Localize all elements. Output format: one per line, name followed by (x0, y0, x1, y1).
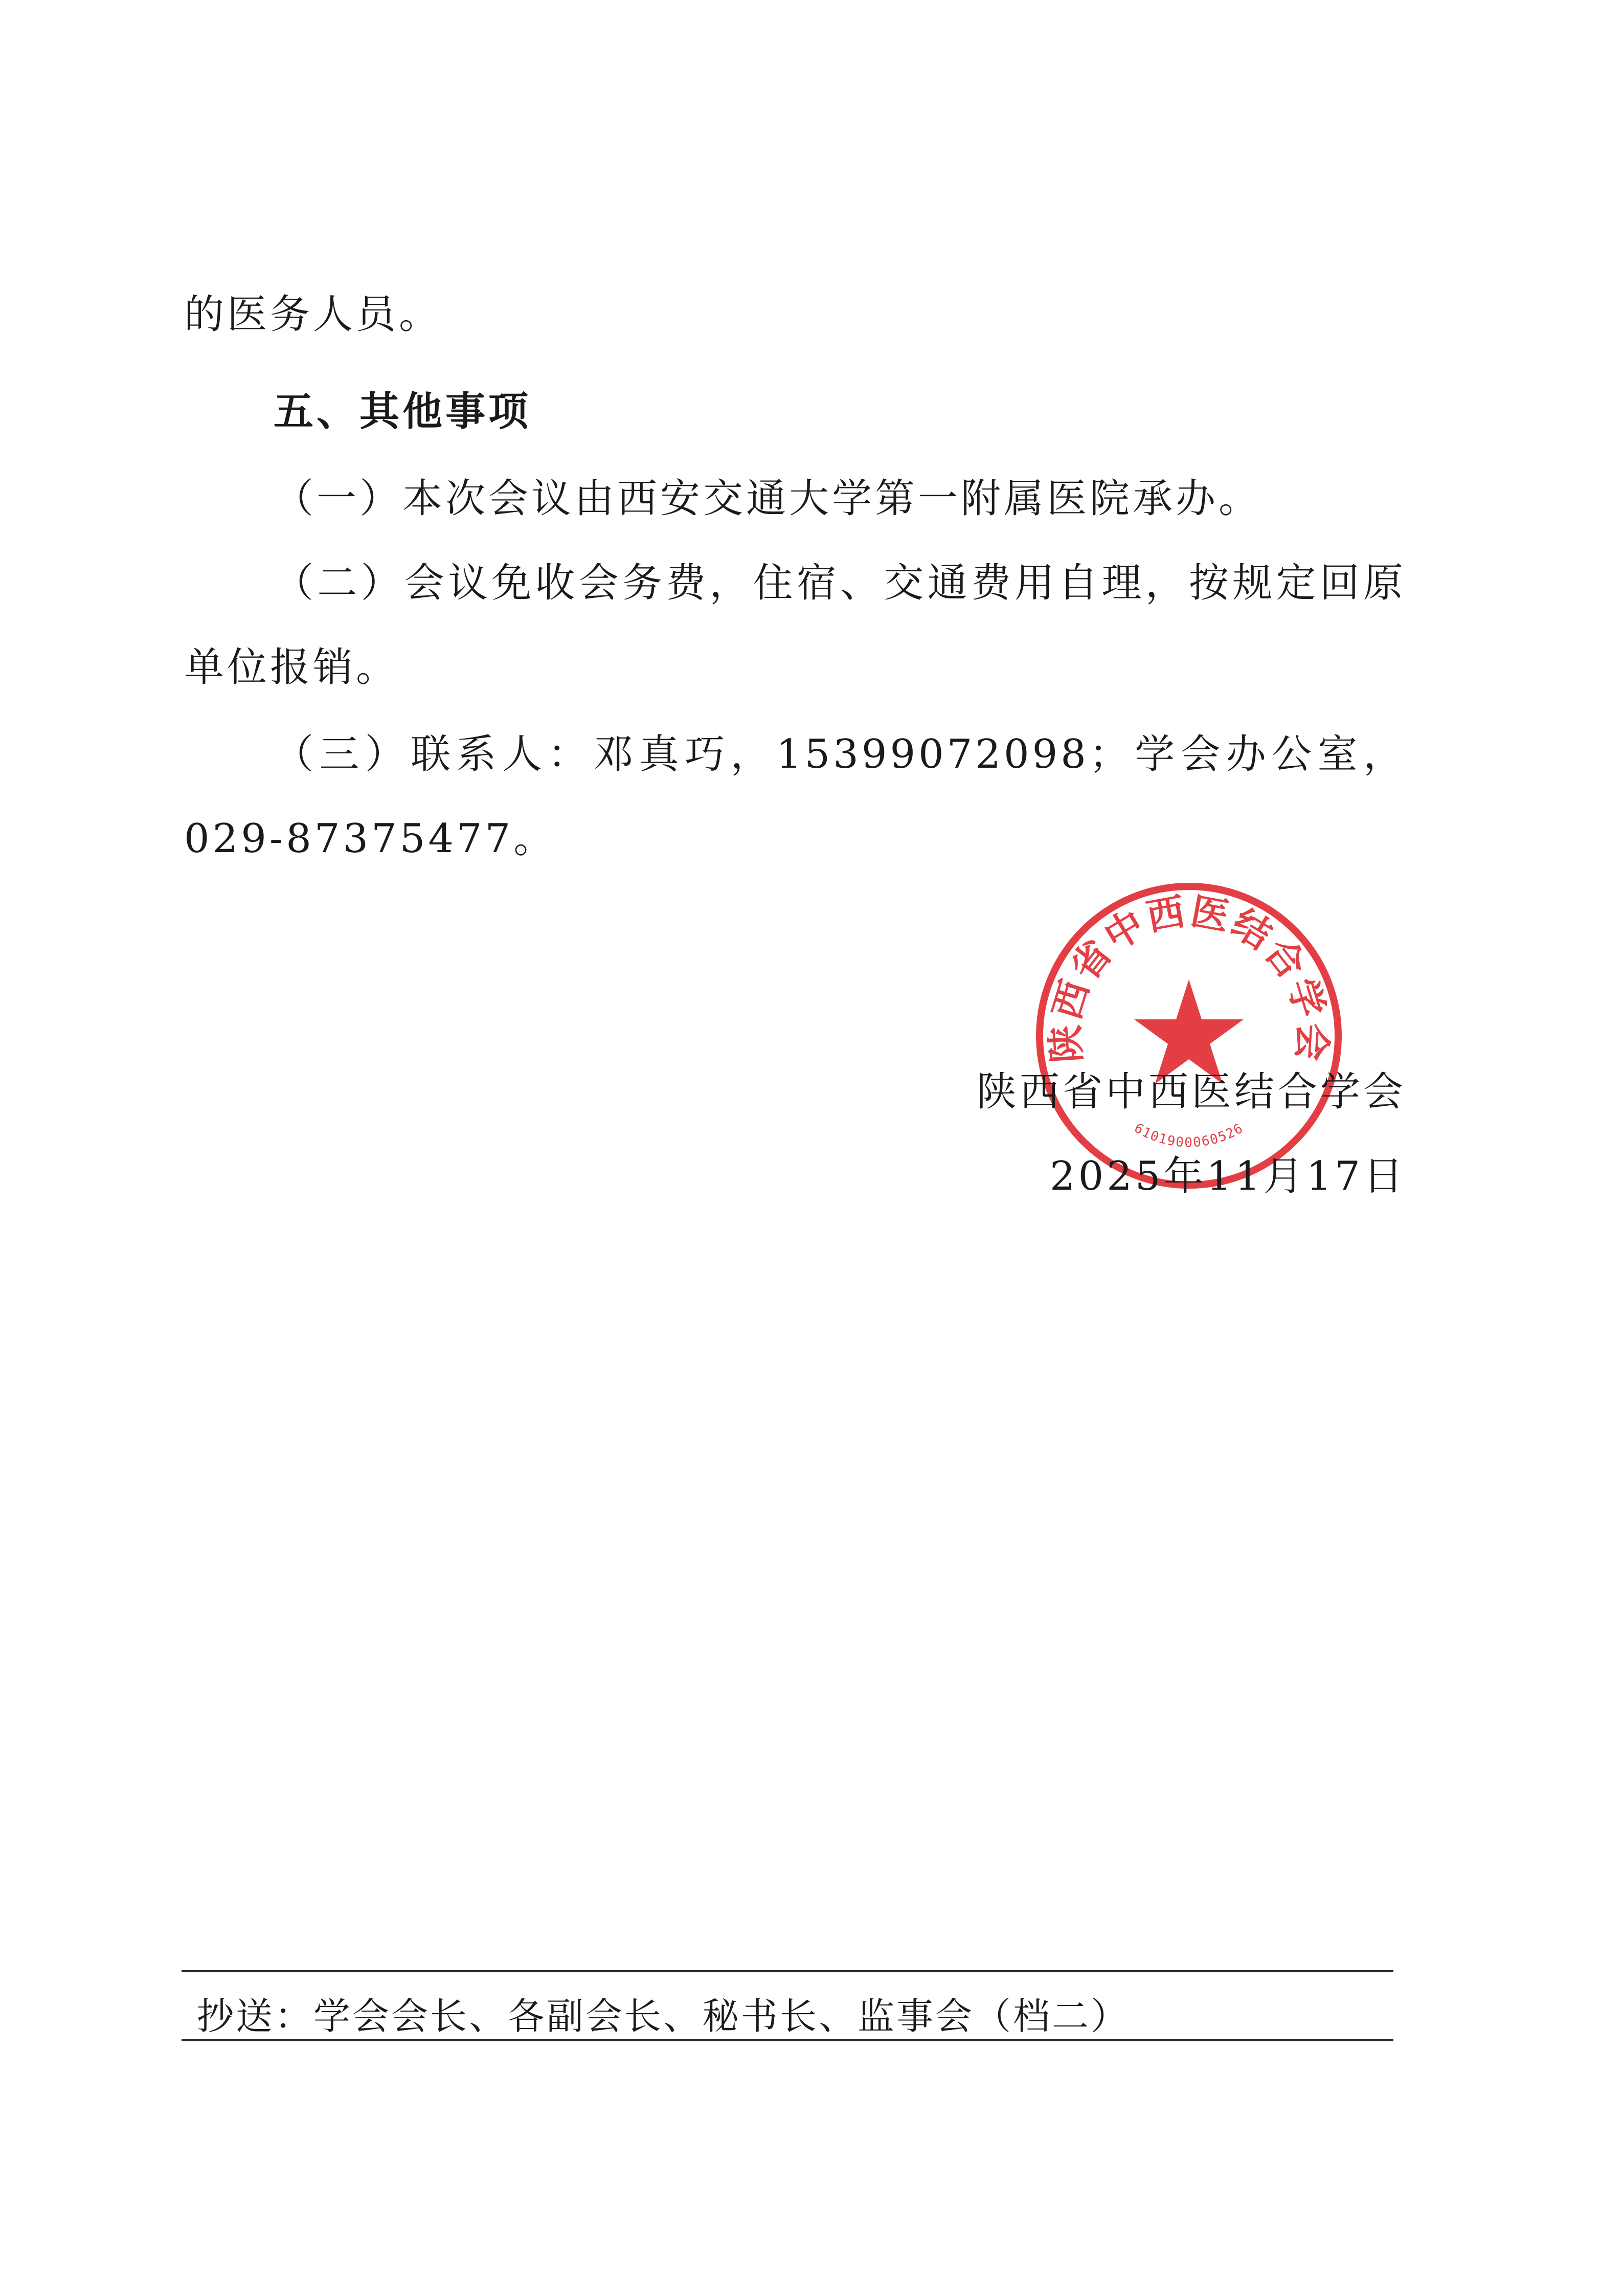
footer-bottom-rule (182, 2039, 1393, 2041)
item-2-line-2: 单位报销。 (184, 644, 399, 690)
item-3-line-1: （三）联系人：邓真巧，15399072098；学会办公室， (274, 731, 1406, 777)
item-2-line-1: （二）会议免收会务费，住宿、交通费用自理，按规定回原 (274, 560, 1406, 606)
footer-top-rule (182, 1970, 1393, 1972)
signature-date: 2025年11月17日 (1049, 1153, 1406, 1199)
signature-organization: 陕西省中西医结合学会 (976, 1069, 1406, 1115)
seal-code-text: 6101900060526 (1131, 1120, 1247, 1151)
item-1: （一）本次会议由西安交通大学第一附属医院承办。 (274, 476, 1262, 522)
official-seal-stamp (1028, 875, 1350, 1197)
distribution-list: 抄送：学会会长、各副会长、秘书长、监事会（档二） (197, 1995, 1130, 2038)
continuation-text: 的医务人员。 (184, 292, 442, 338)
seal-arc-text: 陕西省中西医结合学会 (1043, 889, 1335, 1064)
svg-text:6101900060526 (1132, 1121, 1247, 1151)
item-3-line-2: 029-87375477。 (184, 816, 557, 862)
section-heading: 五、其他事项 (274, 389, 532, 435)
